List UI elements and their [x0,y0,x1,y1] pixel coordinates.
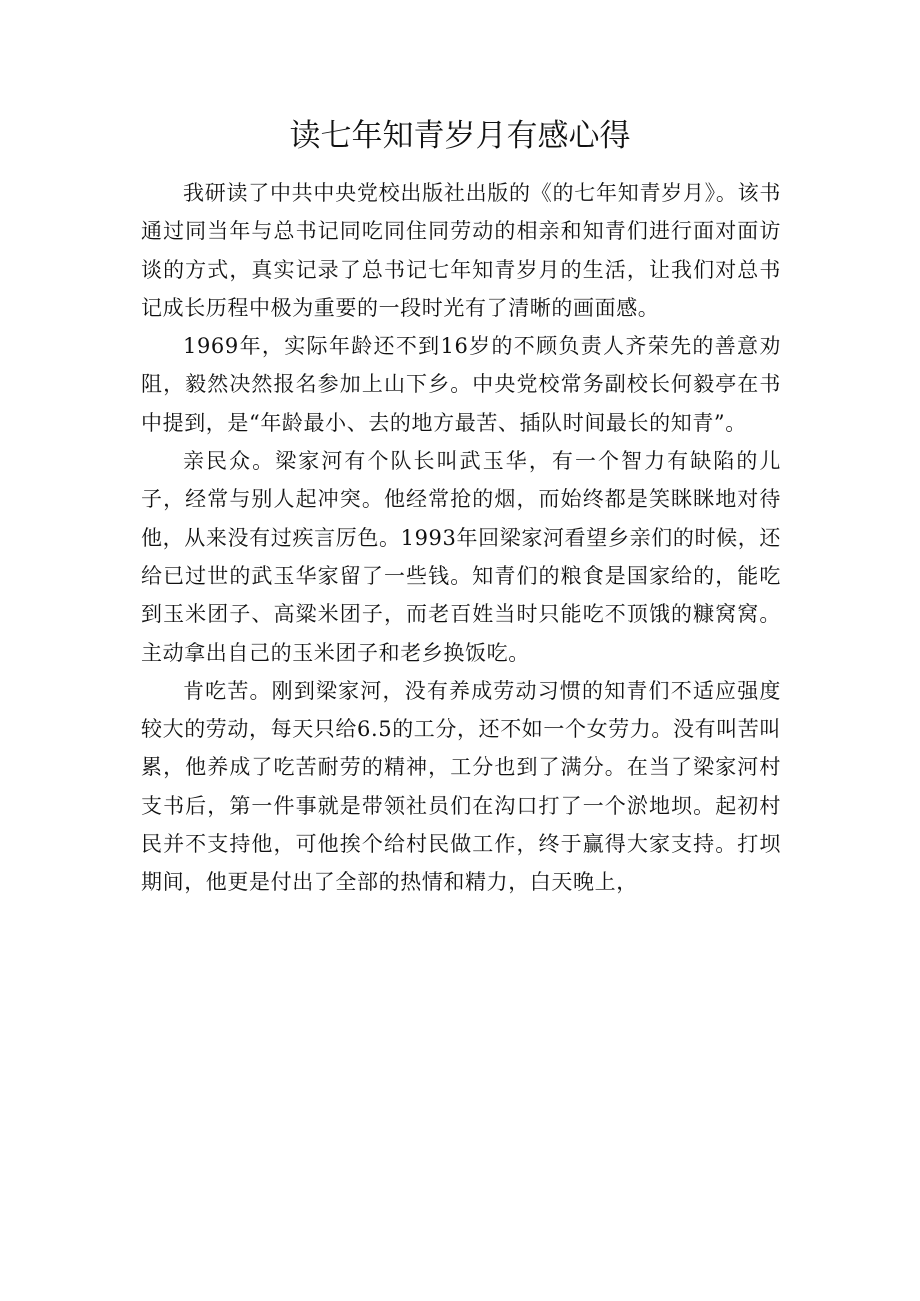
paragraph-close-to-people: 亲民众。梁家河有个队长叫武玉华，有一个智力有缺陷的儿子，经常与别人起冲突。他经常抢的烟，而始终都是笑眯眯地对待他，从来没有过疾言厉色。1993年回梁家河看望乡亲们的时候，还给已过世的武玉华家留了一些钱。知青们的粮食是国家给的，能吃到玉米团子、高粱米团子，而老百姓当时只能吃不顶饿的糠窝窝。主动拿出自己的玉米团子和老乡换饭吃。 [141,449,781,665]
paragraph-hard-work: 肯吃苦。刚到梁家河，没有养成劳动习惯的知青们不适应强度较大的劳动，每天只给6.5的工分，还不如一个女劳力。没有叫苦叫累，他养成了吃苦耐劳的精神，工分也到了满分。在当了梁家河村支书后，第一件事就是带领社员们在沟口打了一个淤地坝。起初村民并不支持他，可他挨个给村民做工作，终于赢得大家支持。打坝期间，他更是付出了全部的热情和精力，白天晚上， [141,678,781,895]
paragraph-1969: 1969年，实际年龄还不到16岁的不顾负责人齐荣先的善意劝阻，毅然决然报名参加上山下乡。中央党校常务副校长何毅亭在书中提到，是“年龄最小、去的地方最苦、插队时间最长的知青”。 [141,334,781,435]
document-body [141,174,781,902]
document-title: 读七年知青岁月有感心得 [289,118,631,154]
paragraph-intro: 我研读了中共中央党校出版社出版的《的七年知青岁月》。该书通过同当年与总书记同吃同住同劳动的相亲和知青们进行面对面访谈的方式，真实记录了总书记七年知青岁月的生活，让我们对总书记成长历程中极为重要的一段时光有了清晰的画面感。 [141,181,781,320]
